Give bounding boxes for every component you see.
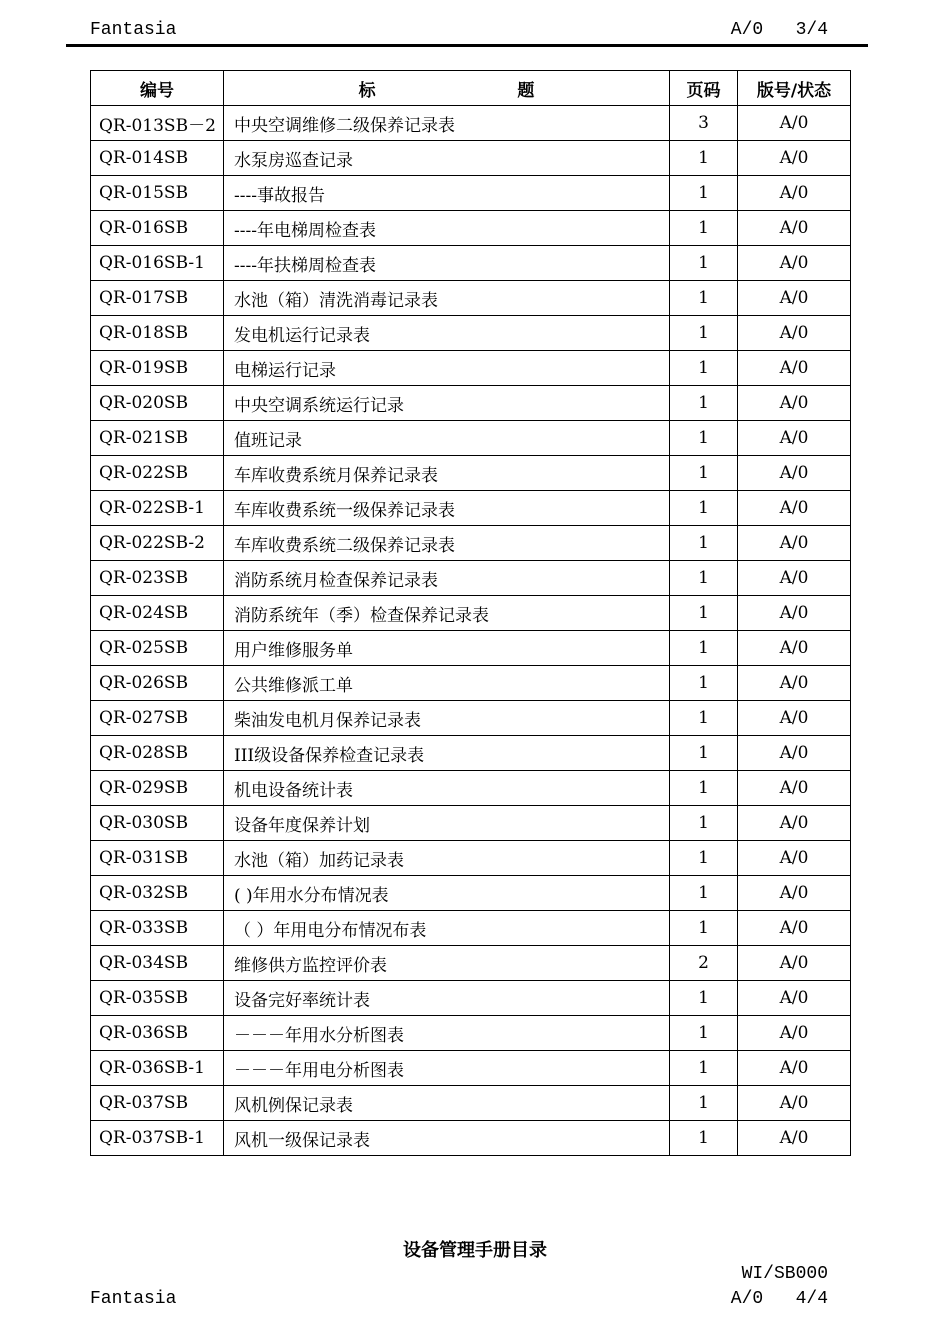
table-row bbox=[91, 596, 851, 631]
row-code: QR-026SB bbox=[91, 666, 224, 701]
table-row bbox=[91, 561, 851, 596]
row-version: A/0 bbox=[738, 841, 851, 876]
row-code: QR-037SB-1 bbox=[91, 1121, 224, 1156]
page-footer bbox=[90, 1289, 828, 1313]
header-pages: 页码 bbox=[670, 71, 738, 106]
table-row bbox=[91, 456, 851, 491]
next-section-doc-code: WI/SB000 bbox=[741, 1264, 828, 1284]
table-row bbox=[91, 211, 851, 246]
footer-version: A/0 bbox=[730, 1289, 764, 1309]
record-index-table bbox=[90, 70, 851, 1156]
header-title bbox=[224, 71, 670, 106]
row-code: QR-025SB bbox=[91, 631, 224, 666]
row-version: A/0 bbox=[738, 1051, 851, 1086]
table-row bbox=[91, 1121, 851, 1156]
row-code: QR-029SB bbox=[91, 771, 224, 806]
row-title: ----年电梯周检查表 bbox=[224, 211, 670, 246]
footer-company: Fantasia bbox=[90, 1289, 177, 1309]
row-title: 机电设备统计表 bbox=[224, 771, 670, 806]
row-code: QR-035SB bbox=[91, 981, 224, 1016]
row-title: 车库收费系统一级保养记录表 bbox=[224, 491, 670, 526]
row-version: A/0 bbox=[738, 701, 851, 736]
row-version: A/0 bbox=[738, 246, 851, 281]
row-version: A/0 bbox=[738, 1121, 851, 1156]
row-title: （ ）年用电分布情况布表 bbox=[224, 911, 670, 946]
row-version: A/0 bbox=[738, 526, 851, 561]
table-row bbox=[91, 491, 851, 526]
row-code: QR-022SB-1 bbox=[91, 491, 224, 526]
table-row bbox=[91, 666, 851, 701]
row-pages: 1 bbox=[670, 806, 738, 841]
row-pages: 1 bbox=[670, 421, 738, 456]
row-title: 中央空调系统运行记录 bbox=[224, 386, 670, 421]
row-pages: 1 bbox=[670, 876, 738, 911]
row-code: QR-024SB bbox=[91, 596, 224, 631]
row-version: A/0 bbox=[738, 631, 851, 666]
row-code: QR-020SB bbox=[91, 386, 224, 421]
row-title: 消防系统月检查保养记录表 bbox=[224, 561, 670, 596]
table-header-row bbox=[91, 71, 851, 106]
row-version: A/0 bbox=[738, 876, 851, 911]
row-title: ----事故报告 bbox=[224, 176, 670, 211]
row-title: 公共维修派工单 bbox=[224, 666, 670, 701]
row-title: III级设备保养检查记录表 bbox=[224, 736, 670, 771]
table-row bbox=[91, 386, 851, 421]
row-title: 值班记录 bbox=[224, 421, 670, 456]
table-row bbox=[91, 246, 851, 281]
header-code: 编号 bbox=[91, 71, 224, 106]
row-pages: 1 bbox=[670, 1016, 738, 1051]
row-code: QR-015SB bbox=[91, 176, 224, 211]
row-pages: 1 bbox=[670, 491, 738, 526]
row-version: A/0 bbox=[738, 106, 851, 141]
row-code: QR-034SB bbox=[91, 946, 224, 981]
row-pages: 1 bbox=[670, 981, 738, 1016]
row-code: QR-028SB bbox=[91, 736, 224, 771]
row-title: 用户维修服务单 bbox=[224, 631, 670, 666]
table-row bbox=[91, 106, 851, 141]
row-code: QR-013SB－2 bbox=[91, 106, 224, 141]
header-title-left: 标 bbox=[358, 80, 376, 101]
footer-page: 4/4 bbox=[795, 1289, 828, 1309]
row-version: A/0 bbox=[738, 596, 851, 631]
row-code: QR-021SB bbox=[91, 421, 224, 456]
table-row bbox=[91, 701, 851, 736]
row-pages: 1 bbox=[670, 1121, 738, 1156]
header-company: Fantasia bbox=[90, 20, 177, 40]
table-row bbox=[91, 841, 851, 876]
header-page: 3/4 bbox=[795, 20, 828, 40]
row-code: QR-037SB bbox=[91, 1086, 224, 1121]
table-row bbox=[91, 351, 851, 386]
row-pages: 1 bbox=[670, 176, 738, 211]
row-code: QR-022SB-2 bbox=[91, 526, 224, 561]
header-title-right: 题 bbox=[517, 80, 535, 101]
row-pages: 1 bbox=[670, 456, 738, 491]
row-version: A/0 bbox=[738, 211, 851, 246]
table-row bbox=[91, 771, 851, 806]
row-pages: 1 bbox=[670, 631, 738, 666]
row-title: 车库收费系统二级保养记录表 bbox=[224, 526, 670, 561]
table-row bbox=[91, 736, 851, 771]
row-code: QR-032SB bbox=[91, 876, 224, 911]
row-title: 水泵房巡查记录 bbox=[224, 141, 670, 176]
row-pages: 1 bbox=[670, 561, 738, 596]
row-code: QR-030SB bbox=[91, 806, 224, 841]
row-title: 维修供方监控评价表 bbox=[224, 946, 670, 981]
table-row bbox=[91, 806, 851, 841]
table-row bbox=[91, 141, 851, 176]
row-code: QR-016SB bbox=[91, 211, 224, 246]
row-pages: 1 bbox=[670, 701, 738, 736]
row-pages: 1 bbox=[670, 1086, 738, 1121]
row-code: QR-031SB bbox=[91, 841, 224, 876]
row-version: A/0 bbox=[738, 351, 851, 386]
row-version: A/0 bbox=[738, 421, 851, 456]
header-version-page bbox=[731, 20, 828, 40]
row-version: A/0 bbox=[738, 176, 851, 211]
row-title: 电梯运行记录 bbox=[224, 351, 670, 386]
row-pages: 1 bbox=[670, 841, 738, 876]
row-pages: 3 bbox=[670, 106, 738, 141]
row-version: A/0 bbox=[738, 981, 851, 1016]
row-version: A/0 bbox=[738, 491, 851, 526]
table-row bbox=[91, 1016, 851, 1051]
row-version: A/0 bbox=[738, 806, 851, 841]
row-pages: 1 bbox=[670, 526, 738, 561]
row-pages: 1 bbox=[670, 141, 738, 176]
row-pages: 2 bbox=[670, 946, 738, 981]
row-title: 柴油发电机月保养记录表 bbox=[224, 701, 670, 736]
row-title: 风机例保记录表 bbox=[224, 1086, 670, 1121]
row-title: 发电机运行记录表 bbox=[224, 316, 670, 351]
header-version: 版号/状态 bbox=[738, 71, 851, 106]
row-pages: 1 bbox=[670, 1051, 738, 1086]
row-code: QR-016SB-1 bbox=[91, 246, 224, 281]
row-version: A/0 bbox=[738, 386, 851, 421]
row-pages: 1 bbox=[670, 351, 738, 386]
row-title: 设备年度保养计划 bbox=[224, 806, 670, 841]
row-title: 车库收费系统月保养记录表 bbox=[224, 456, 670, 491]
row-pages: 1 bbox=[670, 596, 738, 631]
header-version: A/0 bbox=[730, 20, 764, 40]
row-title: 消防系统年（季）检查保养记录表 bbox=[224, 596, 670, 631]
table-row bbox=[91, 981, 851, 1016]
row-pages: 1 bbox=[670, 281, 738, 316]
row-code: QR-036SB bbox=[91, 1016, 224, 1051]
row-code: QR-023SB bbox=[91, 561, 224, 596]
row-pages: 1 bbox=[670, 666, 738, 701]
row-version: A/0 bbox=[738, 1086, 851, 1121]
row-title: ( )年用水分布情况表 bbox=[224, 876, 670, 911]
table-row bbox=[91, 421, 851, 456]
table-row bbox=[91, 911, 851, 946]
row-version: A/0 bbox=[738, 316, 851, 351]
row-pages: 1 bbox=[670, 386, 738, 421]
row-code: QR-027SB bbox=[91, 701, 224, 736]
table-row bbox=[91, 946, 851, 981]
page-header bbox=[90, 20, 828, 44]
table-row bbox=[91, 1086, 851, 1121]
row-title: 中央空调维修二级保养记录表 bbox=[224, 106, 670, 141]
row-pages: 1 bbox=[670, 316, 738, 351]
row-code: QR-036SB-1 bbox=[91, 1051, 224, 1086]
row-pages: 1 bbox=[670, 211, 738, 246]
row-version: A/0 bbox=[738, 561, 851, 596]
table-row bbox=[91, 1051, 851, 1086]
next-section-title: 设备管理手册目录 bbox=[403, 1240, 547, 1261]
table-row bbox=[91, 631, 851, 666]
row-version: A/0 bbox=[738, 946, 851, 981]
row-code: QR-033SB bbox=[91, 911, 224, 946]
row-title: 水池（箱）清洗消毒记录表 bbox=[224, 281, 670, 316]
row-code: QR-019SB bbox=[91, 351, 224, 386]
table-row bbox=[91, 526, 851, 561]
row-title: 设备完好率统计表 bbox=[224, 981, 670, 1016]
row-pages: 1 bbox=[670, 246, 738, 281]
row-version: A/0 bbox=[738, 771, 851, 806]
table-row bbox=[91, 281, 851, 316]
row-title: －－－年用水分析图表 bbox=[224, 1016, 670, 1051]
row-code: QR-018SB bbox=[91, 316, 224, 351]
header-rule bbox=[66, 44, 868, 47]
row-title: 风机一级保记录表 bbox=[224, 1121, 670, 1156]
row-version: A/0 bbox=[738, 911, 851, 946]
row-version: A/0 bbox=[738, 141, 851, 176]
table-row bbox=[91, 176, 851, 211]
row-title: －－－年用电分析图表 bbox=[224, 1051, 670, 1086]
row-code: QR-014SB bbox=[91, 141, 224, 176]
footer-version-page bbox=[731, 1289, 828, 1309]
table-row bbox=[91, 876, 851, 911]
row-version: A/0 bbox=[738, 1016, 851, 1051]
row-version: A/0 bbox=[738, 456, 851, 491]
row-version: A/0 bbox=[738, 281, 851, 316]
row-title: ----年扶梯周检查表 bbox=[224, 246, 670, 281]
row-title: 水池（箱）加药记录表 bbox=[224, 841, 670, 876]
row-pages: 1 bbox=[670, 736, 738, 771]
row-version: A/0 bbox=[738, 666, 851, 701]
row-code: QR-017SB bbox=[91, 281, 224, 316]
row-pages: 1 bbox=[670, 771, 738, 806]
row-pages: 1 bbox=[670, 911, 738, 946]
table-row bbox=[91, 316, 851, 351]
row-version: A/0 bbox=[738, 736, 851, 771]
row-code: QR-022SB bbox=[91, 456, 224, 491]
